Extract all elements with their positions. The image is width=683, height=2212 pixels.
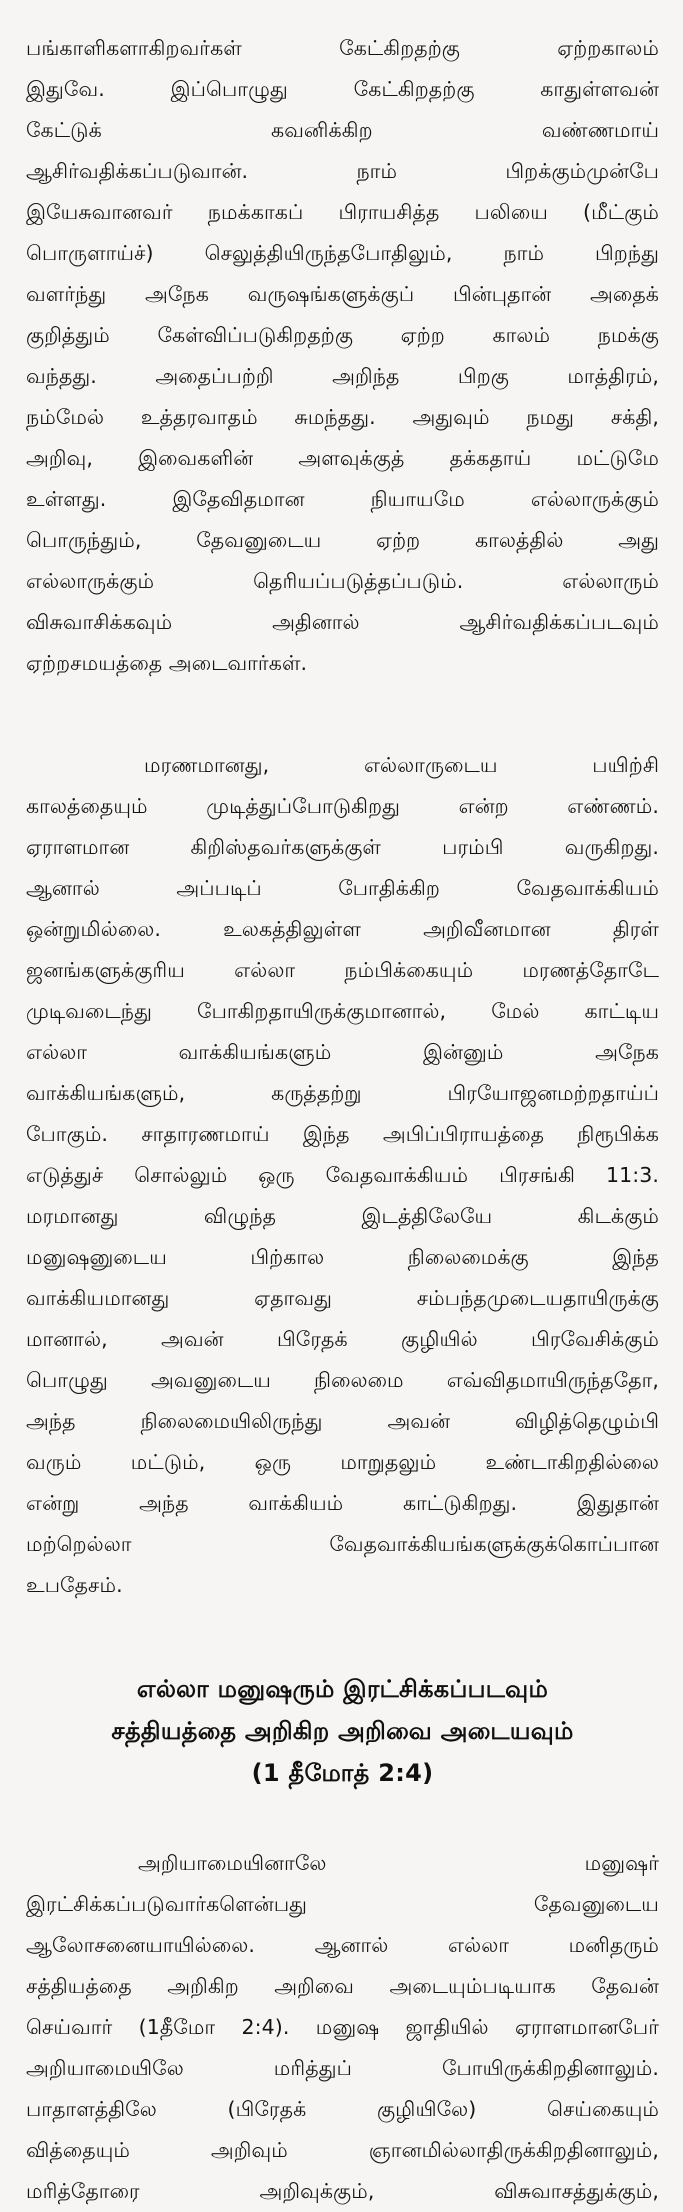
text-line: எல்லா வாக்கியங்களும் இன்னும் அநேக	[26, 1040, 659, 1064]
text-line: அந்த நிலைமையிலிருந்து அவன் விழித்தெழும்பி	[26, 1409, 659, 1433]
text-line: வாக்கியங்களும், கருத்தற்று பிரயோஜனமற்றதாய்ப்	[26, 1081, 659, 1105]
text-line: ஒன்றுமில்லை. உலகத்திலுள்ள அறிவீனமான திரள்	[26, 917, 659, 941]
text-line: நம்மேல் உத்தரவாதம் சுமந்தது. அதுவும் நமது சக்தி,	[26, 405, 659, 429]
text-line: முடிவடைந்து போகிறதாயிருக்குமானால், மேல் காட்டிய	[26, 999, 659, 1023]
text-line: இதுவே. இப்பொழுது கேட்கிறதற்கு காதுள்ளவன்	[26, 77, 659, 101]
text-line: பங்காளிகளாகிறவர்கள் கேட்கிறதற்கு ஏற்றகாலம்	[26, 36, 659, 60]
text-line: இரட்சிக்கப்படுவார்களென்பது தேவனுடைய	[26, 1892, 659, 1916]
text-line: பொருளாய்ச்) செலுத்தியிருந்தபோதிலும், நாம் பிறந்து	[26, 241, 659, 265]
paragraph-death-teaching	[26, 745, 659, 1606]
text-line: சத்தியத்தை அறிகிற அறிவை அடையும்படியாக தேவன்	[26, 1974, 659, 1998]
text-line: உள்ளது. இதேவிதமான நியாயமே எல்லாருக்கும்	[26, 487, 659, 511]
heading-reference: (1 தீமோத் 2:4)	[251, 1759, 434, 1787]
text-line: உபதேசம்.	[26, 1573, 123, 1597]
section-heading	[26, 1668, 659, 1794]
text-line: ஜனங்களுக்குரிய எல்லா நம்பிக்கையும் மரணத்தோடே	[26, 958, 659, 982]
paragraph-ignorance	[26, 1843, 659, 2212]
text-line: செய்வார் (1தீமோ 2:4). மனுஷ ஜாதியில் ஏராளமானபேர்	[26, 2015, 659, 2039]
text-line: இயேசுவானவர் நமக்காகப் பிராயசித்த பலியை (மீட்கும்	[26, 200, 659, 224]
text-line: வாக்கியமானது ஏதாவது சம்பந்தமுடையதாயிருக்கு	[26, 1286, 659, 1310]
heading-line: சத்தியத்தை அறிகிற அறிவை அடையவும்	[111, 1717, 574, 1745]
text-line: காலத்தையும் முடித்துப்போடுகிறது என்ற எண்ணம்.	[26, 794, 659, 818]
paragraph-gap	[26, 1794, 659, 1843]
text-line: ஏராளமான கிறிஸ்தவர்களுக்குள் பரம்பி வருகிறது.	[26, 835, 659, 859]
text-line: பொருந்தும், தேவனுடைய ஏற்ற காலத்தில் அது	[26, 528, 659, 552]
text-line: மனுஷனுடைய பிற்கால நிலைமைக்கு இந்த	[26, 1245, 659, 1269]
text-line: என்று அந்த வாக்கியம் காட்டுகிறது. இதுதான்	[26, 1491, 659, 1515]
text-line: மரணமானது, எல்லாருடைய பயிற்சி	[144, 753, 659, 777]
paragraph-gap	[26, 684, 659, 745]
text-line: குறித்தும் கேள்விப்படுகிறதற்கு ஏற்ற காலம் நமக்கு	[26, 323, 659, 347]
text-line: எடுத்துச் சொல்லும் ஒரு வேதவாக்கியம் பிரசங்கி 11:3.	[26, 1163, 659, 1187]
text-line: வந்தது. அதைப்பற்றி அறிந்த பிறகு மாத்திரம்,	[26, 364, 659, 388]
text-line: மானால், அவன் பிரேதக் குழியில் பிரவேசிக்கும்	[26, 1327, 659, 1351]
text-line: எல்லாருக்கும் தெரியப்படுத்தப்படும். எல்லாரும்	[26, 569, 659, 593]
text-line: பொழுது அவனுடைய நிலைமை எவ்விதமாயிருந்ததோ,	[26, 1368, 659, 1392]
text-line: பாதாளத்திலே (பிரேதக் குழியிலே) செய்கையும்	[26, 2097, 659, 2121]
text-line: வளர்ந்து அநேக வருஷங்களுக்குப் பின்புதான் அதைக்	[26, 282, 659, 306]
text-line: வரும் மட்டும், ஒரு மாறுதலும் உண்டாகிறதில்லை	[26, 1450, 659, 1474]
text-line: ஆசிர்வதிக்கப்படுவான். நாம் பிறக்கும்முன்பே	[26, 159, 659, 183]
text-line: மரித்தோரை அறிவுக்கும், விசுவாசத்துக்கும்,	[26, 2179, 659, 2203]
text-line: மற்றெல்லா வேதவாக்கியங்களுக்குக்கொப்பான	[26, 1532, 659, 1556]
text-line: மரமானது விழுந்த இடத்திலேயே கிடக்கும்	[26, 1204, 659, 1228]
text-line: கேட்டுக் கவனிக்கிற வண்ணமாய்	[26, 118, 659, 142]
text-line: அறிவு, இவைகளின் அளவுக்குத் தக்கதாய் மட்டுமே	[26, 446, 659, 470]
text-line: அறியாமையிலே மரித்துப் போயிருக்கிறதினாலும்.	[26, 2056, 659, 2080]
text-line: ஆனால் அப்படிப் போதிக்கிற வேதவாக்கியம்	[26, 876, 659, 900]
text-line: வித்தையும் அறிவும் ஞானமில்லாதிருக்கிறதினாலும்,	[26, 2138, 659, 2162]
paragraph-ready-time	[26, 28, 659, 684]
text-line: ஆலோசனையாயில்லை. ஆனால் எல்லா மனிதரும்	[26, 1933, 659, 1957]
heading-line: எல்லா மனுஷரும் இரட்சிக்கப்படவும்	[136, 1675, 549, 1703]
text-line: அறியாமையினாலே மனுஷர்	[138, 1851, 659, 1875]
text-line: போகும். சாதாரணமாய் இந்த அபிப்பிராயத்தை நிரூபிக்க	[26, 1122, 659, 1146]
text-line: ஏற்றசமயத்தை அடைவார்கள்.	[26, 651, 308, 675]
paragraph-gap	[26, 1606, 659, 1668]
text-line: விசுவாசிக்கவும் அதினால் ஆசிர்வதிக்கப்படவும்	[26, 610, 659, 634]
